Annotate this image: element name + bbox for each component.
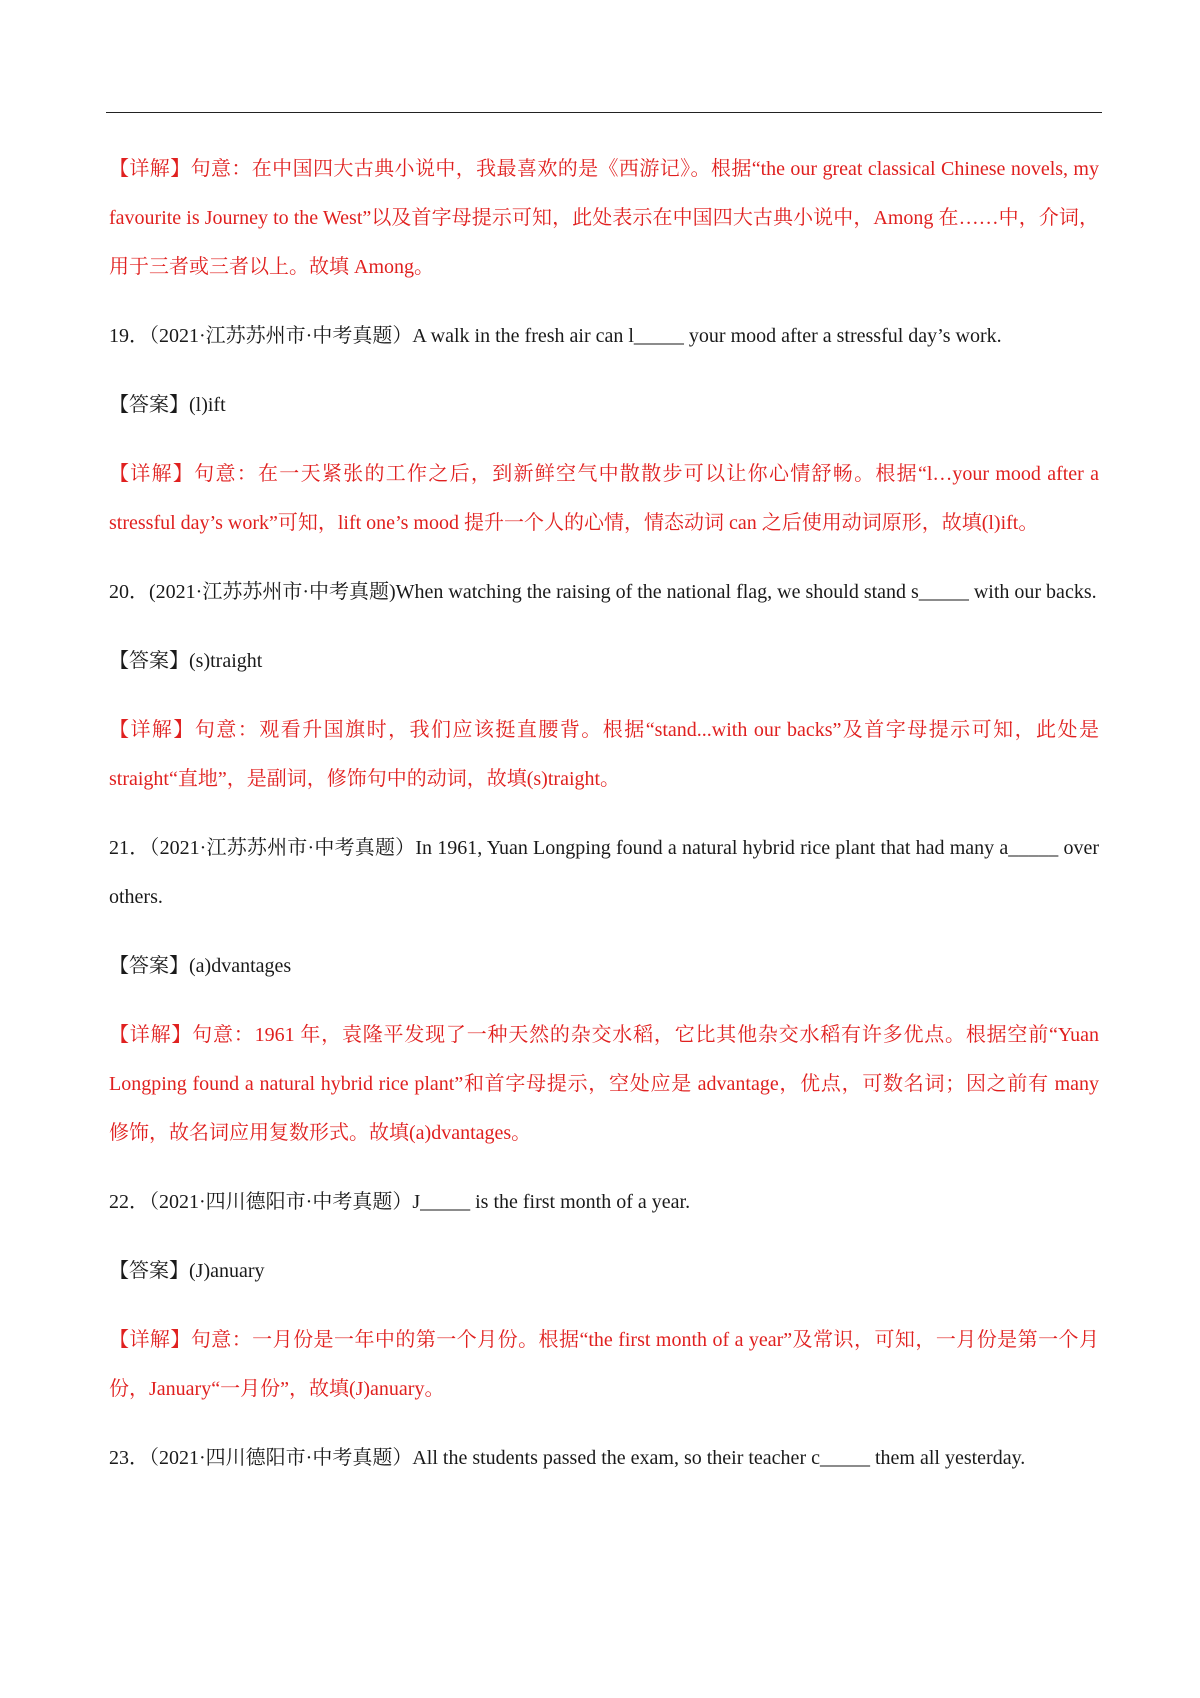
answer-21: 【答案】(a)dvantages [109, 955, 292, 977]
question-text: A walk in the fresh air can l_____ your mood after a stressful day’s work. [412, 325, 1002, 347]
question-number: 19． [109, 325, 149, 347]
question-source: （2021·四川德阳市·中考真题） [149, 1447, 413, 1469]
question-21 [109, 824, 1099, 922]
question-number: 23． [109, 1447, 149, 1469]
answer-20: 【答案】(s)traight [109, 650, 263, 672]
question-number: 20． [109, 581, 149, 603]
header-rule [106, 112, 1102, 113]
detail-19: 【详解】句意：在一天紧张的工作之后，到新鲜空气中散散步可以让你心情舒畅。根据“l…your mood after a stressful day’s work”可知，lift one’s mood 提升一个人的心情，情态动词 can 之后使用动词原形，故填(l)ift。 [109, 463, 1099, 534]
question-source: （2021·四川德阳市·中考真题） [149, 1191, 413, 1213]
document-body [109, 145, 1099, 1503]
detail-21: 【详解】句意：1961 年，袁隆平发现了一种天然的杂交水稻，它比其他杂交水稻有许多优点。根据空前“Yuan Longping found a natural hybrid rice plant”和首字母提示，空处应是 advantage，优点，可数名词；因之前有 many 修饰，故名词应用复数形式。故填(a)dvantages。 [109, 1024, 1099, 1144]
detail-22: 【详解】句意：一月份是一年中的第一个月份。根据“the first month of a year”及常识，可知，一月份是第一个月份，January“一月份”，故填(J)anuary。 [109, 1329, 1099, 1400]
answer-22: 【答案】(J)anuary [109, 1260, 265, 1282]
question-text: All the students passed the exam, so their teacher c_____ them all yesterday. [412, 1447, 1026, 1469]
question-text: In 1961, Yuan Longping found a natural hybrid rice plant that had many a_____ over others. [109, 837, 1099, 908]
question-text: J_____ is the first month of a year. [412, 1191, 691, 1213]
question-text: When watching the raising of the national flag, we should stand s_____ with our backs. [395, 581, 1097, 603]
question-20 [109, 568, 1099, 617]
question-source: （2021·江苏苏州市·中考真题） [149, 325, 413, 347]
detail-paragraph: 【详解】句意：在中国四大古典小说中，我最喜欢的是《西游记》。根据“the our great classical Chinese novels, my favourite is Journey to the West”以及首字母提示可知，此处表示在中国四大古典小说中，Among 在……中，介词，用于三者或三者以上。故填 Among。 [109, 158, 1099, 278]
question-source: （2021·江苏苏州市·中考真题） [149, 837, 416, 859]
question-source: (2021·江苏苏州市·中考真题) [149, 581, 396, 603]
question-22 [109, 1178, 1099, 1227]
question-number: 21． [109, 837, 150, 859]
answer-19: 【答案】(l)ift [109, 394, 226, 416]
detail-20: 【详解】句意：观看升国旗时，我们应该挺直腰背。根据“stand...with our backs”及首字母提示可知，此处是 straight“直地”，是副词，修饰句中的动词，故填(s)traight。 [109, 719, 1099, 790]
question-number: 22． [109, 1191, 149, 1213]
question-19 [109, 312, 1099, 361]
question-23 [109, 1434, 1099, 1483]
